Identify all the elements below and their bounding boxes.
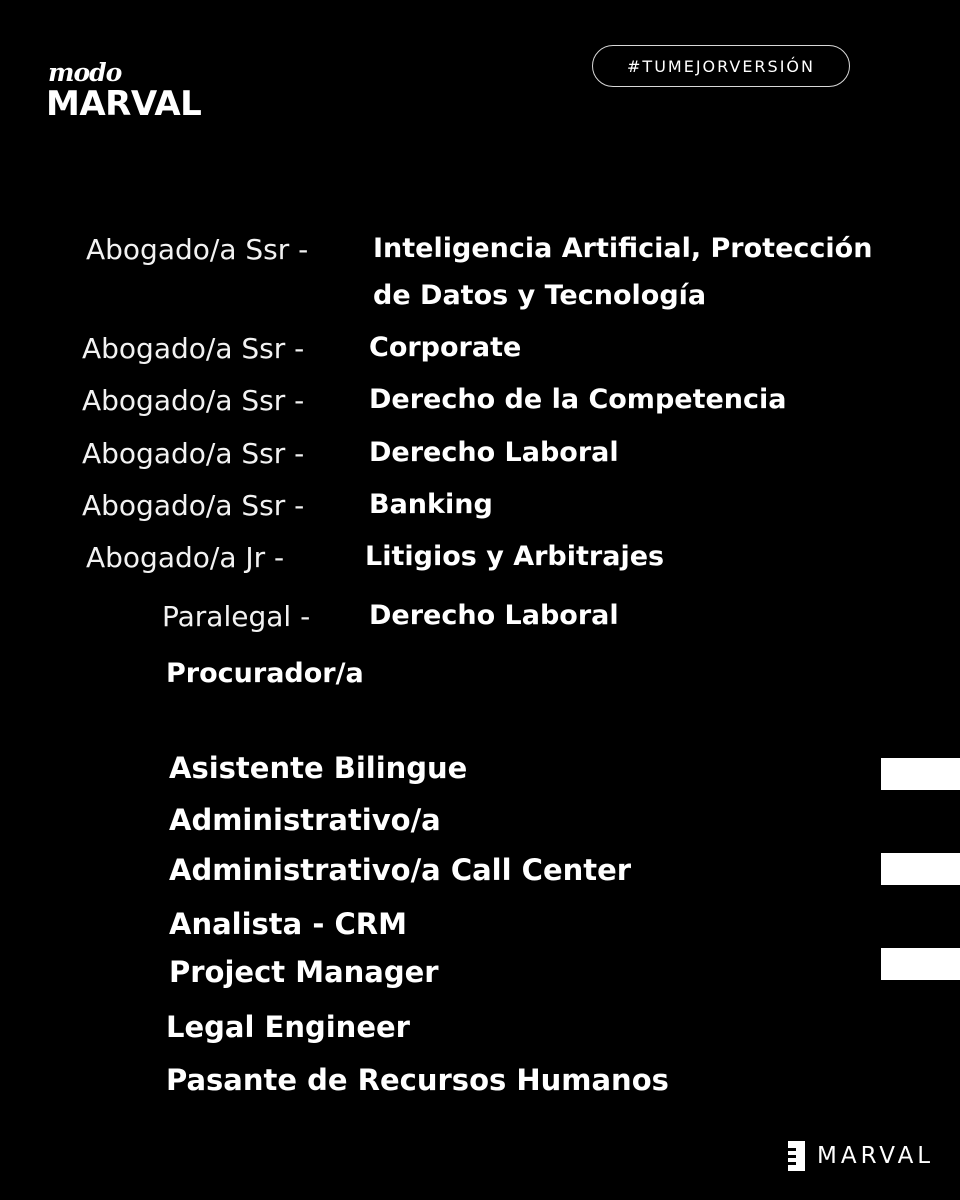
position-area: Litigios y Arbitrajes [365, 541, 665, 572]
footer-logo [788, 1141, 934, 1171]
marval-mark-icon [788, 1141, 805, 1171]
other-position: Analista - CRM [169, 907, 407, 941]
position-area: Banking [369, 489, 493, 520]
position-prefix: Abogado/a Ssr - [82, 384, 305, 417]
position-title: Procurador/a [166, 658, 364, 689]
other-position: Pasante de Recursos Humanos [166, 1063, 669, 1097]
position-area: Derecho Laboral [369, 437, 619, 468]
logo-modo-text: modo [48, 58, 122, 87]
position-area: Derecho Laboral [369, 600, 619, 631]
decorative-bar [881, 853, 960, 885]
brand-logo [46, 60, 201, 122]
logo-marval-text: MARVAL [46, 84, 202, 124]
other-position: Administrativo/a Call Center [169, 853, 632, 887]
position-prefix: Abogado/a Ssr - [82, 437, 305, 470]
position-area: Inteligencia Artificial, Protección [373, 233, 873, 264]
position-prefix: Abogado/a Ssr - [82, 332, 305, 365]
other-position: Legal Engineer [166, 1010, 410, 1044]
decorative-bar [881, 758, 960, 790]
position-prefix: Abogado/a Ssr - [82, 489, 305, 522]
other-position: Asistente Bilingue [169, 751, 468, 785]
position-area: de Datos y Tecnología [373, 280, 707, 311]
other-position: Project Manager [169, 955, 439, 989]
position-area: Derecho de la Competencia [369, 384, 787, 415]
position-prefix: Abogado/a Ssr - [86, 233, 309, 266]
hashtag-pill: #TUMEJORVERSIÓN [592, 45, 850, 87]
position-prefix: Abogado/a Jr - [86, 541, 285, 574]
position-area: Corporate [369, 332, 522, 363]
footer-brand-text: MARVAL [817, 1143, 935, 1169]
position-prefix: Paralegal - [162, 600, 311, 633]
decorative-bar [881, 948, 960, 980]
other-position: Administrativo/a [169, 803, 441, 837]
